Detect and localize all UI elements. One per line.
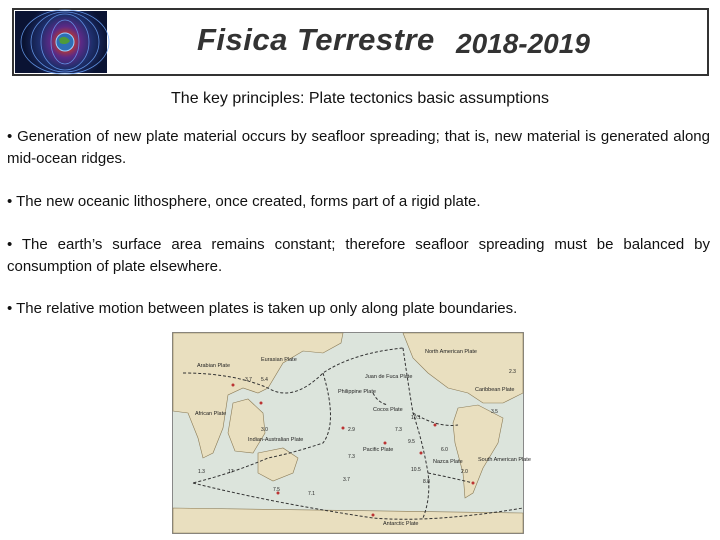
map-label-caribbean: Caribbean Plate: [475, 387, 515, 393]
map-rate: 3.7: [245, 377, 252, 383]
map-rate: 10.1: [411, 415, 421, 421]
map-label-antarctic: Antarctic Plate: [383, 521, 419, 527]
map-label-indian-australian: Indian-Australian Plate: [248, 437, 304, 443]
bullet-plate-boundaries: • The relative motion between plates is taken up only along plate boundaries.: [7, 300, 518, 317]
map-label-eurasian: Eurasian Plate: [261, 357, 297, 363]
map-rate: 7.3: [395, 427, 402, 433]
plate-tectonics-map: [172, 332, 531, 534]
map-label-cocos: Cocos Plate: [373, 407, 403, 413]
map-label-juan-de-fuca: Juan de Fuca Plate: [365, 374, 413, 380]
map-rate: 2.0: [461, 469, 468, 475]
map-label-nazca: Nazca Plate: [433, 459, 463, 465]
bullet-rigid-plate: • The new oceanic lithosphere, once created, forms part of a rigid plate.: [7, 193, 481, 210]
map-rate: 2.3: [509, 369, 516, 375]
map-rate: 6.0: [441, 447, 448, 453]
map-rate: 9.5: [408, 439, 415, 445]
bullet-surface-area-constant: • The earth’s surface area remains constant; therefore seafloor spreading must be balanced by consumption of plate elsewhere.: [7, 236, 710, 275]
map-rate: 7.5: [273, 487, 280, 493]
course-title: Fisica Terrestre: [197, 22, 435, 57]
map-rate: 5.4: [261, 377, 268, 383]
world-plate-map: [173, 333, 531, 533]
map-rate: 2.9: [348, 427, 355, 433]
earth-magnetosphere-icon: [15, 11, 107, 73]
map-rate: 8.8: [423, 479, 430, 485]
map-label-african: African Plate: [195, 411, 227, 417]
map-label-arabian: Arabian Plate: [197, 363, 231, 369]
map-rate: 3.0: [261, 427, 268, 433]
map-rate: 10.5: [411, 467, 421, 473]
bullet-seafloor-spreading: • Generation of new plate material occurs by seafloor spreading; that is, new material is generated along mid-ocean ridges.: [7, 128, 710, 167]
map-label-north-american: North American Plate: [425, 349, 477, 355]
slide-subtitle: The key principles: Plate tectonics basic assumptions: [171, 90, 549, 107]
map-rate: 7.3: [348, 454, 355, 460]
map-label-south-american: South American Plate: [478, 457, 531, 463]
map-rate: 7.1: [308, 491, 315, 497]
map-rate: 3.7: [343, 477, 350, 483]
map-label-pacific: Pacific Plate: [363, 447, 394, 453]
header-banner: [12, 8, 709, 76]
map-rate: 1.3: [198, 469, 205, 475]
map-label-philippine: Philippine Plate: [338, 389, 376, 395]
map-rate: 17: [228, 469, 234, 475]
map-rate: 3.5: [491, 409, 498, 415]
academic-year: 2018-2019: [456, 28, 590, 59]
